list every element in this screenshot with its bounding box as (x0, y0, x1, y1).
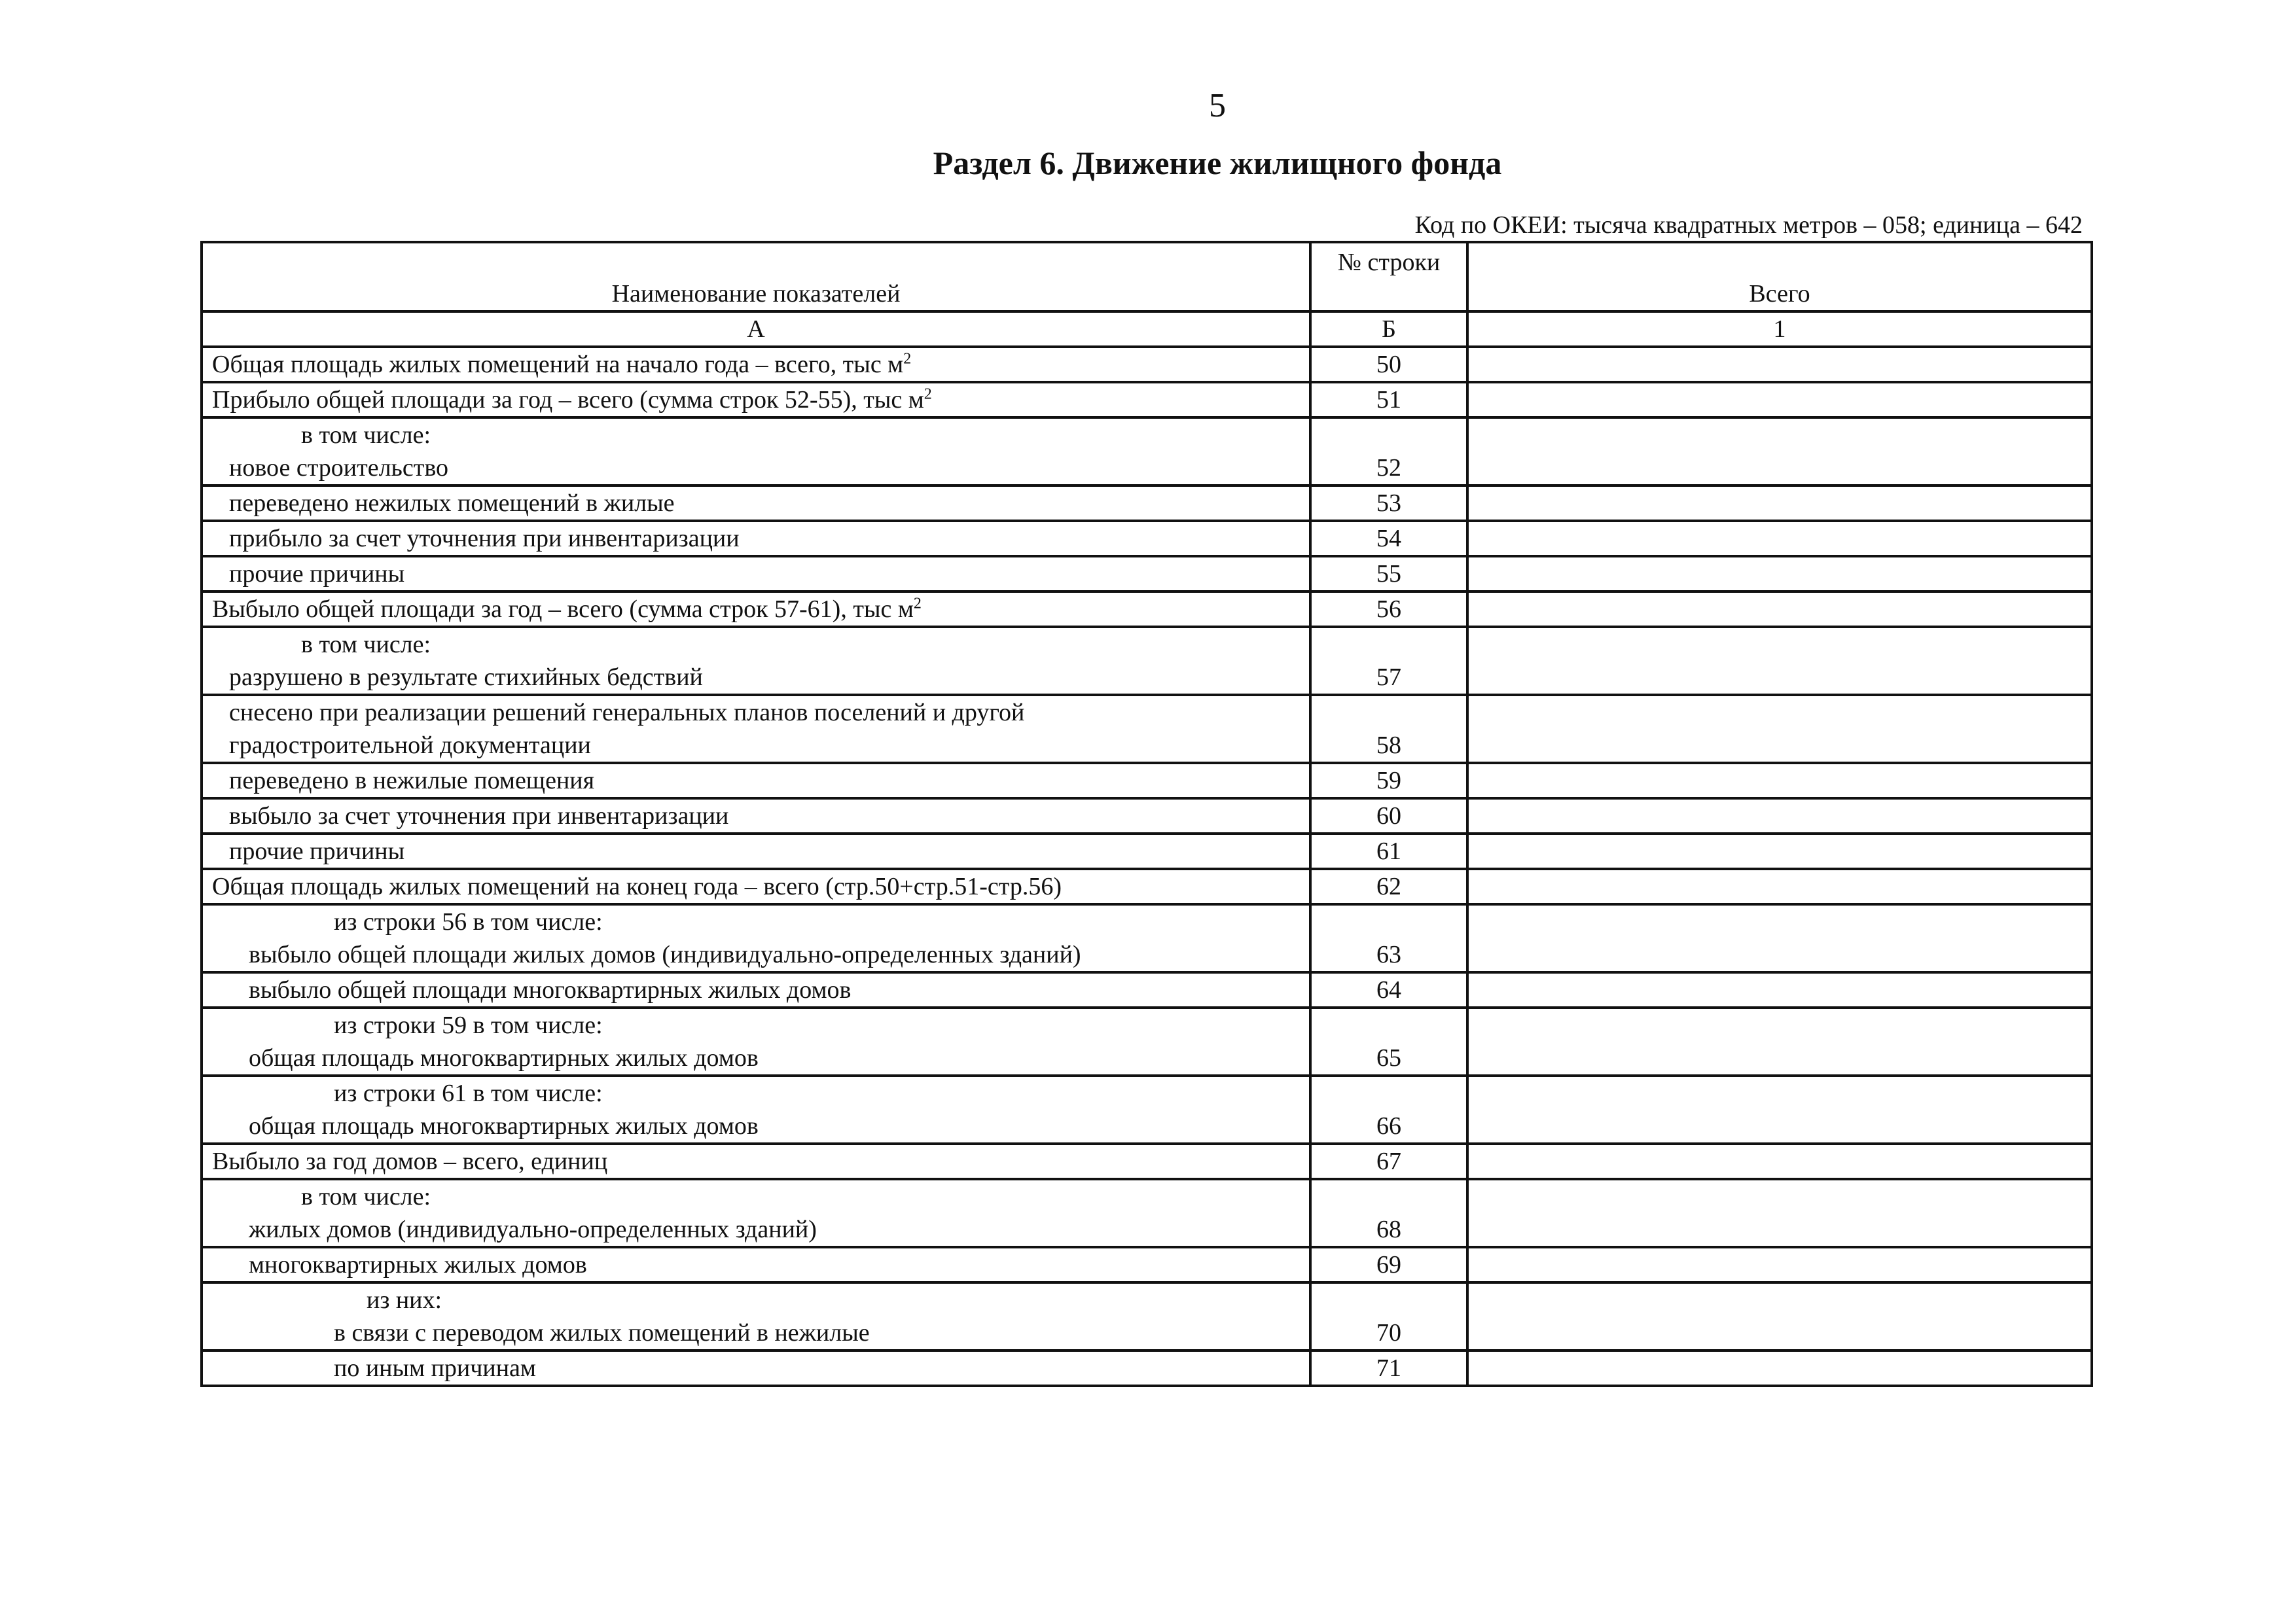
row-name-pre: снесено при реализации решений генеральных планов поселений и другой (229, 699, 1025, 726)
okei-note: Код по ОКЕИ: тысяча квадратных метров – 058; единица – 642 (1414, 211, 2083, 239)
row-name-text: многоквартирных жилых домов (249, 1251, 587, 1279)
table-row (202, 485, 2092, 521)
row-name (202, 869, 1310, 904)
row-total-cell[interactable] (1467, 1282, 2092, 1350)
row-name-text: Выбыло за год домов – всего, единиц (212, 1148, 608, 1175)
row-name (202, 695, 1310, 763)
row-total-cell[interactable] (1467, 556, 2092, 591)
row-name (202, 1282, 1310, 1350)
row-name-pre: из строки 56 в том числе: (334, 908, 603, 936)
header-code: № строки (1310, 242, 1467, 311)
table-row (202, 798, 2092, 834)
table-header-row (202, 242, 2092, 311)
row-name-text: общая площадь многоквартирных жилых домов (249, 1112, 759, 1140)
row-total-cell[interactable] (1467, 485, 2092, 521)
row-name-text: новое строительство (229, 454, 449, 482)
column-letter-a: А (202, 311, 1310, 347)
table-row (202, 417, 2092, 485)
row-name (202, 1179, 1310, 1247)
row-name (202, 485, 1310, 521)
column-letter-1: 1 (1467, 311, 2092, 347)
column-letters-row (202, 311, 2092, 347)
row-code: 62 (1310, 869, 1467, 904)
row-code: 56 (1310, 591, 1467, 627)
row-name (202, 904, 1310, 972)
row-name (202, 763, 1310, 798)
row-name-text: выбыло общей площади жилых домов (индивидуально-определенных зданий) (249, 941, 1081, 968)
table-row (202, 695, 2092, 763)
row-code: 53 (1310, 485, 1467, 521)
row-name-text: прибыло за счет уточнения при инвентаризации (229, 525, 740, 552)
row-name (202, 347, 1310, 382)
row-name (202, 798, 1310, 834)
row-code: 71 (1310, 1350, 1467, 1386)
row-name (202, 417, 1310, 485)
row-code: 65 (1310, 1008, 1467, 1076)
row-name (202, 556, 1310, 591)
table-row (202, 972, 2092, 1008)
row-name (202, 1008, 1310, 1076)
row-name-text: выбыло за счет уточнения при инвентаризации (229, 802, 729, 830)
row-total-cell[interactable] (1467, 1076, 2092, 1144)
row-code: 67 (1310, 1144, 1467, 1179)
row-name (202, 1076, 1310, 1144)
row-name-pre: из строки 59 в том числе: (334, 1012, 603, 1039)
table-row (202, 1076, 2092, 1144)
table-row (202, 627, 2092, 695)
row-code: 55 (1310, 556, 1467, 591)
row-total-cell[interactable] (1467, 1144, 2092, 1179)
row-total-cell[interactable] (1467, 347, 2092, 382)
row-code: 59 (1310, 763, 1467, 798)
header-name: Наименование показателей (202, 242, 1310, 311)
row-total-cell[interactable] (1467, 834, 2092, 869)
row-name-pre: из строки 61 в том числе: (334, 1080, 603, 1107)
row-code: 66 (1310, 1076, 1467, 1144)
row-name (202, 972, 1310, 1008)
table-row (202, 591, 2092, 627)
table-row (202, 869, 2092, 904)
row-total-cell[interactable] (1467, 904, 2092, 972)
row-total-cell[interactable] (1467, 869, 2092, 904)
table-row (202, 347, 2092, 382)
row-code: 58 (1310, 695, 1467, 763)
row-total-cell[interactable] (1467, 521, 2092, 556)
row-total-cell[interactable] (1467, 972, 2092, 1008)
row-name-text: общая площадь многоквартирных жилых домов (249, 1044, 759, 1072)
row-total-cell[interactable] (1467, 1179, 2092, 1247)
row-name (202, 591, 1310, 627)
row-name-text: в связи с переводом жилых помещений в нежилые (334, 1319, 870, 1347)
row-name-text: выбыло общей площади многоквартирных жилых домов (249, 976, 852, 1004)
row-name-text: Общая площадь жилых помещений на начало года – всего, тыс м (212, 351, 904, 378)
row-name (202, 1144, 1310, 1179)
row-name-text: Прибыло общей площади за год – всего (сумма строк 52-55), тыс м (212, 386, 924, 414)
column-letter-b: Б (1310, 311, 1467, 347)
unit-superscript: 2 (903, 350, 912, 368)
row-total-cell[interactable] (1467, 1008, 2092, 1076)
row-total-cell[interactable] (1467, 1247, 2092, 1282)
row-name (202, 382, 1310, 417)
row-total-cell[interactable] (1467, 627, 2092, 695)
page-number: 5 (1209, 87, 1226, 124)
row-total-cell[interactable] (1467, 695, 2092, 763)
row-name-text: прочие причины (229, 838, 405, 865)
row-code: 57 (1310, 627, 1467, 695)
row-code: 52 (1310, 417, 1467, 485)
row-name-text: переведено нежилых помещений в жилые (229, 489, 675, 517)
row-name (202, 1350, 1310, 1386)
row-code: 69 (1310, 1247, 1467, 1282)
row-total-cell[interactable] (1467, 382, 2092, 417)
row-name-text: прочие причины (229, 560, 405, 588)
row-total-cell[interactable] (1467, 763, 2092, 798)
row-name-text: по иным причинам (334, 1354, 536, 1382)
row-name (202, 1247, 1310, 1282)
row-code: 63 (1310, 904, 1467, 972)
table-row (202, 556, 2092, 591)
table-row (202, 763, 2092, 798)
row-total-cell[interactable] (1467, 1350, 2092, 1386)
row-code: 51 (1310, 382, 1467, 417)
table-row (202, 1282, 2092, 1350)
table-row (202, 382, 2092, 417)
row-code: 68 (1310, 1179, 1467, 1247)
header-total: Всего (1467, 242, 2092, 311)
row-code: 54 (1310, 521, 1467, 556)
unit-superscript: 2 (913, 595, 922, 612)
row-name-pre: из них: (367, 1286, 442, 1314)
section-title: Раздел 6. Движение жилищного фонда (933, 145, 1502, 181)
table-row (202, 834, 2092, 869)
row-code: 60 (1310, 798, 1467, 834)
row-name-pre: в том числе: (301, 1183, 431, 1210)
row-code: 70 (1310, 1282, 1467, 1350)
table-row (202, 1179, 2092, 1247)
row-code: 50 (1310, 347, 1467, 382)
row-total-cell[interactable] (1467, 417, 2092, 485)
row-name-text: Выбыло общей площади за год – всего (сумма строк 57-61), тыс м (212, 595, 914, 623)
table-row (202, 1144, 2092, 1179)
row-code: 61 (1310, 834, 1467, 869)
row-name (202, 627, 1310, 695)
row-total-cell[interactable] (1467, 798, 2092, 834)
table-row (202, 904, 2092, 972)
row-total-cell[interactable] (1467, 591, 2092, 627)
row-name-pre: в том числе: (301, 631, 431, 658)
row-name (202, 521, 1310, 556)
row-name (202, 834, 1310, 869)
row-name-text: жилых домов (индивидуально-определенных зданий) (249, 1216, 817, 1243)
row-name-text: переведено в нежилые помещения (229, 767, 595, 794)
row-name-text: разрушено в результате стихийных бедствий (229, 663, 703, 691)
table-row (202, 1350, 2092, 1386)
housing-movement-table (200, 241, 2093, 1387)
row-code: 64 (1310, 972, 1467, 1008)
table-row (202, 521, 2092, 556)
table-row (202, 1008, 2092, 1076)
row-name-pre: в том числе: (301, 421, 431, 449)
unit-superscript: 2 (924, 385, 932, 403)
table-row (202, 1247, 2092, 1282)
row-name-text: градостроительной документации (229, 732, 591, 759)
table-body (202, 347, 2092, 1386)
row-name-text: Общая площадь жилых помещений на конец года – всего (стр.50+стр.51-стр.56) (212, 873, 1062, 900)
